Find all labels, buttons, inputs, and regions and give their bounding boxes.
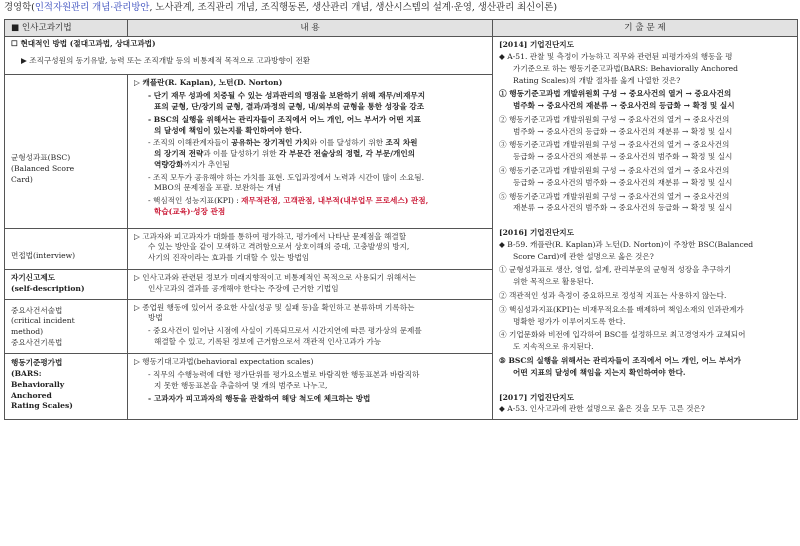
bsc-l2: 표의 균형, 단/장기의 균형, 결과/과정의 균형, 내/외부의 균형을 통한 성장을 강조	[154, 102, 425, 112]
exam-q2-line2: Score Card)에 관한 설명으로 옳은 것은?	[513, 251, 654, 261]
bsc-l6b: 과 이를 달성하기 위한	[203, 149, 279, 159]
exam-q2-opt4a: ④ 기업문화와 비전에 입각하여 BSC를 설정하므로 최고경영자가 교체되어	[499, 330, 746, 340]
exam-q2-opt4b: 도 지속적으로 유지된다.	[513, 342, 594, 352]
exam-q1-opt5b: 재분류 → 중요사건의 범주화 → 중요사건의 등급화 → 확정 및 실시	[513, 203, 733, 213]
interview-content	[128, 228, 493, 269]
bsc-l7a: 역량강화	[154, 159, 184, 169]
bars-label3: Behaviorally	[11, 379, 65, 389]
cim-label3: method)	[11, 327, 44, 337]
bars-label4: Anchored	[11, 390, 52, 400]
modern-section	[5, 37, 493, 75]
exam-q2-opt2: ② 객관적인 성과 측정이 중요하므로 정성적 지표는 사용하지 않는다.	[499, 291, 727, 301]
bars-label1: 행동기준평가법	[11, 358, 63, 368]
exam-q1-line2: 가기준으로 하는 행동기준고과법(BARS: Behaviorally Anchored	[513, 63, 739, 73]
bars-label5: Rating Scales)	[11, 401, 73, 411]
bsc-l5	[148, 138, 486, 149]
triangle-icon: ▷	[134, 272, 140, 282]
header-row	[5, 20, 798, 37]
cim-l3: - 중요사건이 일어난 시점에 사실이 기록되므로서 시간지연에 따른 평가상의 문제를	[148, 326, 422, 336]
bsc-label	[5, 75, 128, 228]
bsc-l4: 의 달성에 책임이 있는지를 확인하여야 한다.	[154, 125, 302, 135]
self-label2: (self-description)	[11, 283, 85, 293]
exam-column	[493, 37, 798, 420]
triangle-icon: ▷	[134, 302, 140, 312]
exam-q2-opt1b: 위한 목적으로 활용된다.	[513, 277, 594, 287]
exam-q1-opt1a: ① 행동기준고과법 개발위원회 구성 → 중요사건의 열거 → 중요사건의	[499, 89, 732, 99]
main-table	[4, 19, 798, 420]
exam-q1-opt3b: 등급화 → 중요사건의 재분류 → 중요사건의 범주화 → 확정 및 실시	[513, 152, 733, 162]
exam-q2-opt1a: ① 균형성과표로 생산, 영업, 설계, 관리부문의 균형적 성장을 추구하기	[499, 265, 732, 275]
exam-q2-opt3b: 명확한 평가가 이루어지도록 한다.	[513, 316, 626, 326]
exam-year-2017: [2017] 기업진단지도	[499, 392, 574, 402]
cim-label1: 중요사건서술법	[11, 305, 63, 315]
bsc-l3: - BSC의 실행을 위해서는 관리자들이 조직에서 어느 개인, 어느 부서가 어떤 지표	[148, 114, 421, 124]
cim-l2: 방법	[148, 313, 163, 323]
title-prefix: 경영학(	[4, 2, 35, 13]
bars-l4: - 고과자가 피고과자의 행동을 관찰하여 해당 척도에 체크하는 방법	[148, 393, 371, 403]
bsc-content	[128, 75, 493, 228]
cim-content	[128, 299, 493, 354]
triangle-icon: ▷	[134, 78, 140, 88]
bars-content	[128, 354, 493, 420]
bsc-head: 캐플란(R. Kaplan), 노턴(D. Norton)	[142, 78, 283, 88]
bsc-l1: - 단기 재무 성과에 치중될 수 있는 성과관리의 맹점을 보완하기 위해 재무/비재무지	[148, 91, 426, 101]
bsc-label1: 균형성과표(BSC)	[11, 153, 71, 163]
exam-q2-line1: ◆ B-59. 캐플란(R. Kaplan)과 노턴(D. Norton)이 주창한 BSC(Balanced	[499, 239, 754, 249]
interview-l1: 고과자와 피고과자가 대화를 통하여 평가하고, 평가에서 나타난 문제점을 해결할	[142, 231, 407, 241]
cim-l4: 해결할 수 있고, 기록된 정보에 근거함으로서 객관적 인사고과가 가능	[154, 337, 382, 346]
bars-l3: 지 못한 행동표본을 추출하여 몇 개의 범주로 나누고,	[154, 380, 328, 390]
self-l2: 인사고과의 결과를 공개해야 한다는 주장에 근거한 기법임	[148, 283, 339, 293]
exam-q1-opt3a: ③ 행동기준고과법 개발위원회 구성 → 중요사건의 열거 → 중요사건의	[499, 140, 730, 150]
bsc-l5a: - 조직의 이해관계자들이	[148, 138, 232, 148]
triangle-icon: ▷	[134, 357, 140, 367]
bsc-l9: MBO의 문제점을 포괄. 보완하는 개념	[154, 183, 282, 193]
bsc-l11: 학습(교육)·성장 관점	[154, 207, 226, 217]
exam-q2-opt5a: ⑤ BSC의 실행을 위해서는 관리자들이 조직에서 어느 개인, 어느 부서가	[499, 355, 741, 365]
cim-label2: (critical incident	[11, 316, 75, 326]
exam-q1-line1: ◆ A-51. 관찰 및 측정이 가능하고 직무와 관련된 피평가자의 행동을 평	[499, 51, 733, 61]
exam-q1-opt5a: ⑤ 행동기준고과법 개발위원회 구성 → 중요사건의 열거 → 중요사건의	[499, 191, 730, 201]
exam-year-2014: [2014] 기업진단지도	[499, 40, 574, 50]
self-l1: 인사고과와 관련된 정보가 미래지향적이고 비통제적인 목적으로 사용되기 위해서는	[142, 272, 416, 282]
exam-q1-opt4b: 등급화 → 중요사건의 범주화 → 중요사건의 재분류 → 확정 및 실시	[513, 177, 733, 187]
exam-q2-opt5b: 어떤 지표의 달성에 책임을 지는지 확인하여야 한다.	[513, 367, 686, 377]
bsc-l7	[154, 160, 486, 171]
bsc-l10a: - 핵심적인 성능지표(KPI) :	[148, 196, 242, 206]
bars-label	[5, 354, 128, 420]
self-content	[128, 269, 493, 299]
header-col3: 기 출 문 제	[493, 20, 798, 37]
bsc-l7b: 까지가 추인됨	[183, 159, 230, 169]
cim-l1: 종업원 행동에 있어서 중요한 사실(성공 및 실패 등)을 확인하고 분류하며 기록하는	[142, 302, 415, 312]
bsc-l5d: 조직 차원	[385, 138, 418, 148]
exam-q1-opt1b: 범주화 → 중요사건의 재분류 → 중요사건의 등급화 → 확정 및 실시	[513, 101, 735, 111]
bsc-l6	[154, 149, 486, 160]
self-label1: 자기신고제도	[11, 272, 56, 282]
arrow-icon: ▶	[21, 55, 27, 65]
triangle-icon: ▷	[134, 231, 140, 241]
exam-q1-opt2a: ② 행동기준고과법 개발위원회 구성 → 중요사건의 열거 → 중요사건의	[499, 114, 730, 124]
interview-l2: 수 있는 방안을 같이 모색하고 격려함으로서 상호이해의 증대, 고충발생의 방지,	[148, 242, 410, 252]
exam-q1-opt4a: ④ 행동기준고과법 개발위원회 구성 → 중요사건의 열거 → 중요사건의	[499, 166, 730, 176]
title-highlight: 인적자원관리 개념·관리방안	[34, 2, 150, 13]
bsc-l5b: 공유하는 장기적인 가치	[231, 138, 310, 148]
exam-q2-opt3a: ③ 핵심성과지표(KPI)는 비재무적요소를 배제하여 책임소재의 인과관계가	[499, 304, 744, 314]
exam-year-2016: [2016] 기업진단지도	[499, 228, 574, 238]
bsc-label3: Card)	[11, 175, 33, 185]
exam-q3-line1: ◆ A-53. 인사고과에 관한 설명으로 옳은 것을 모두 고른 것은?	[499, 404, 705, 414]
title-suffix: , 노사관계, 조직관리 개념, 조직행동론, 생산관리 개념, 생산시스템의 설계·운영, 생산관리 최신이론)	[149, 2, 557, 13]
bars-l2: - 직무의 수행능력에 대한 평가단위를 평가요소별로 바람직한 행동표본과 바람직하	[148, 369, 420, 379]
bsc-l5c: 와 이를 달성하기 위한	[309, 138, 386, 148]
modern-sub: 조직구성원의 동기유발, 능력 또는 조직개발 등의 비통제적 목적으로 고과방향이 전환	[29, 55, 311, 65]
header-col2: 내 용	[128, 20, 493, 37]
bars-label2: (BARS:	[11, 368, 42, 378]
cim-label	[5, 299, 128, 354]
interview-label-text: 면접법(interview)	[11, 250, 76, 260]
exam-q1-line3: Rating Scales)의 개발 절차를 옳게 나열한 것은?	[513, 75, 681, 85]
bsc-l6a: 의 장기적 전략	[154, 149, 204, 159]
bsc-label2: (Balanced Score	[11, 164, 75, 174]
cim-label4: 중요사건기록법	[11, 338, 63, 347]
bsc-l6c: 각 부문간 전술상의 정렬, 각 부문/개인의	[279, 149, 416, 159]
bsc-l10	[148, 196, 486, 207]
header-col1: ■ 인사고과기법	[5, 20, 128, 37]
checkbox-icon: ☐	[11, 39, 18, 49]
page-title	[4, 1, 557, 14]
bsc-kpi-list: 재무적관점, 고객관점, 내부적(내부업무 프로세스) 관점,	[241, 196, 429, 206]
interview-label	[5, 228, 128, 269]
interview-l3: 사기의 진작이라는 효과를 기대할 수 있는 방법임	[148, 253, 310, 263]
exam-q1-opt2b: 범주화 → 중요사건의 등급화 → 중요사건의 재분류 → 확정 및 실시	[513, 126, 733, 136]
modern-title: 현대적인 방법 (절대고과법, 상대고과법)	[20, 39, 156, 49]
self-label	[5, 269, 128, 299]
bsc-l8: - 조직 모두가 공유해야 하는 가치를 표현. 도입과정에서 노력과 시간이 많이 소요됨.	[148, 172, 425, 182]
bars-l1: 행동기대고과법(behavioral expectation scales)	[142, 357, 314, 367]
